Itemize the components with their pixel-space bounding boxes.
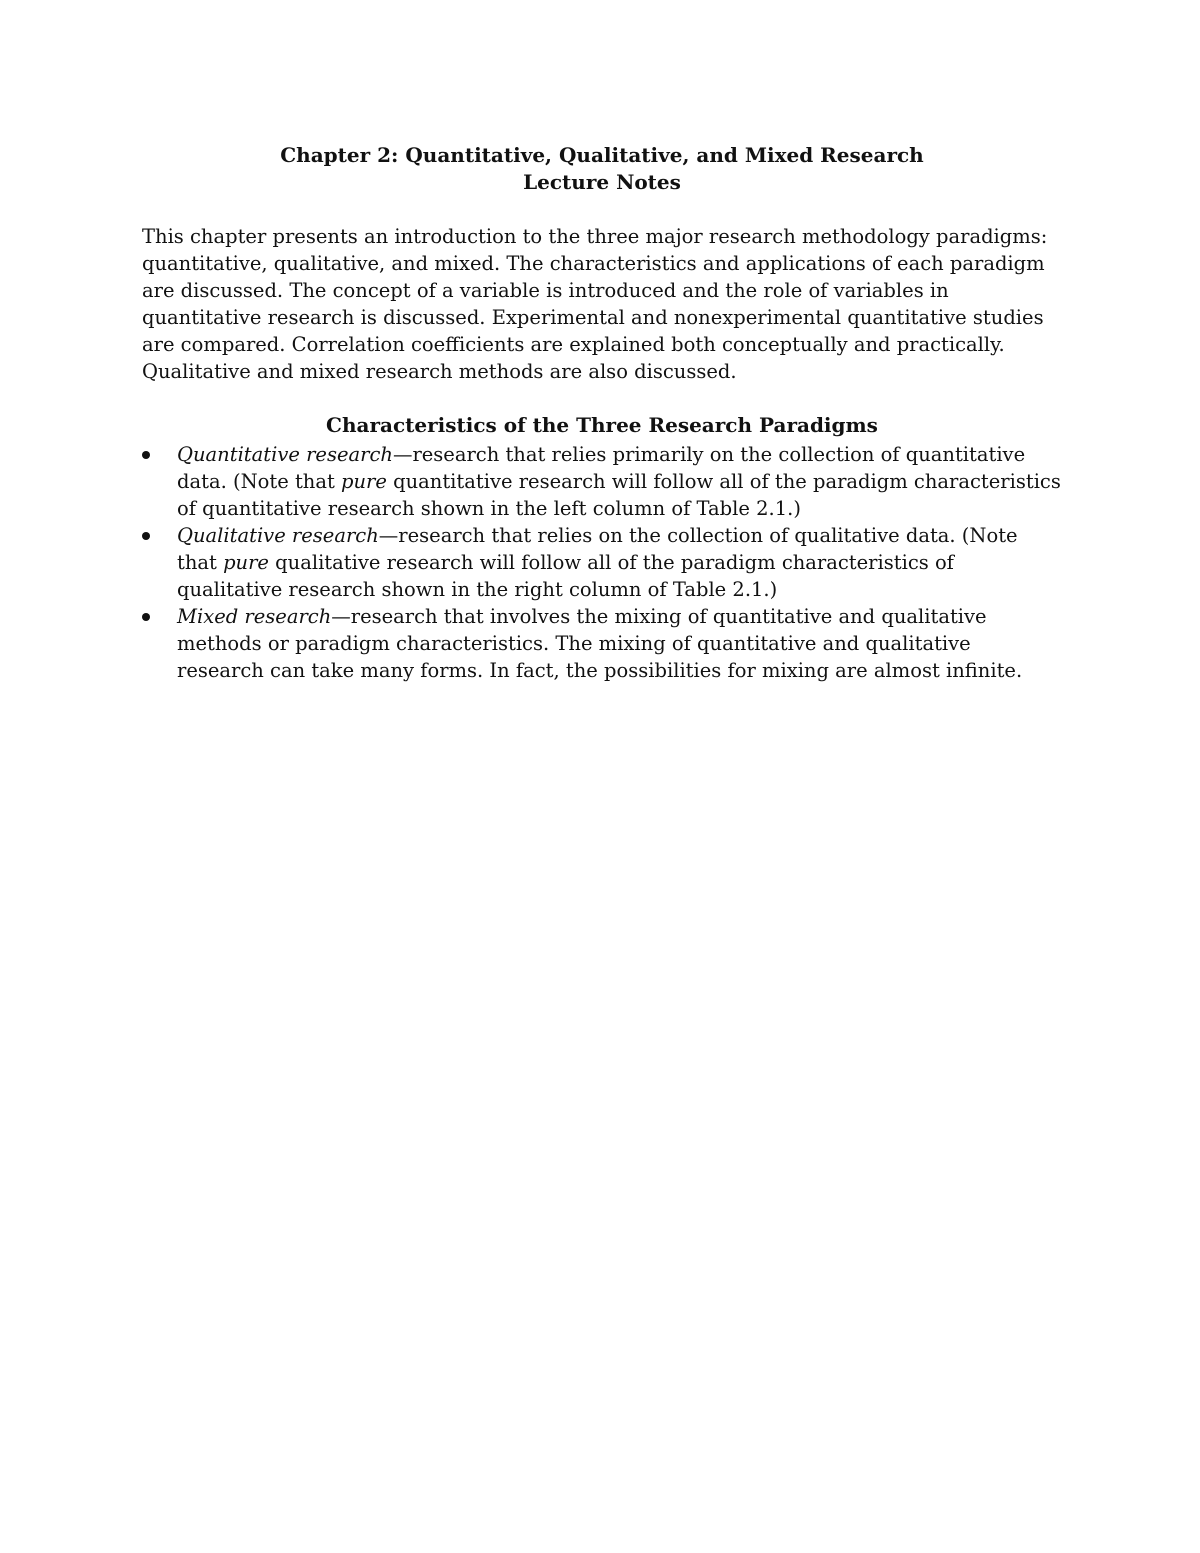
definition-mixed: —research that involves the mixing of quantitative and qualitative methods or paradigm characteristics. The mixing of quantitative and qualitative research can take many forms. In fact, the possibilities for mixing are almost infinite.	[177, 605, 1023, 682]
definition-qualitative-b: qualitative research will follow all of the paradigm characteristics of qualitative research shown in the right column of Table 2.1.)	[177, 551, 954, 601]
bullet-icon	[142, 532, 150, 540]
list-item-qualitative	[142, 522, 1062, 603]
emphasis-pure-quantitative: pure	[341, 470, 387, 493]
page-content	[142, 142, 1062, 684]
bullet-icon	[142, 613, 150, 621]
paradigm-list	[142, 441, 1062, 684]
emphasis-pure-qualitative: pure	[223, 551, 269, 574]
term-quantitative: Quantitative research	[177, 443, 393, 466]
list-item-mixed	[142, 603, 1062, 684]
bullet-icon	[142, 451, 150, 459]
title-line-2: Lecture Notes	[523, 170, 681, 194]
definition-quantitative-a: —research that relies primarily on the collection of quantitative data. (Note that	[177, 443, 1026, 493]
list-item-quantitative	[142, 441, 1062, 522]
term-qualitative: Qualitative research	[177, 524, 379, 547]
section-heading: Characteristics of the Three Research Paradigms	[326, 413, 878, 437]
title-line-1: Chapter 2: Quantitative, Qualitative, and Mixed Research	[280, 143, 924, 167]
definition-quantitative-b: quantitative research will follow all of the paradigm characteristics of quantitative research shown in the left column of Table 2.1.)	[177, 470, 1061, 520]
definition-qualitative-a: —research that relies on the collection of qualitative data. (Note that	[177, 524, 1018, 574]
document-title	[142, 142, 1062, 196]
intro-paragraph: This chapter presents an introduction to the three major research methodology paradigms: quantitative, qualitative, and mixed. The characteristics and applications of each paradigm are discussed. The concept of a variable is introduced and the role of variables in quantitative research is discussed. Experimental and nonexperimental quantitative studies are compared. Correlation coefficients are explained both conceptually and practically. Qualitative and mixed research methods are also discussed.	[142, 225, 1048, 383]
term-mixed: Mixed research	[177, 605, 332, 628]
